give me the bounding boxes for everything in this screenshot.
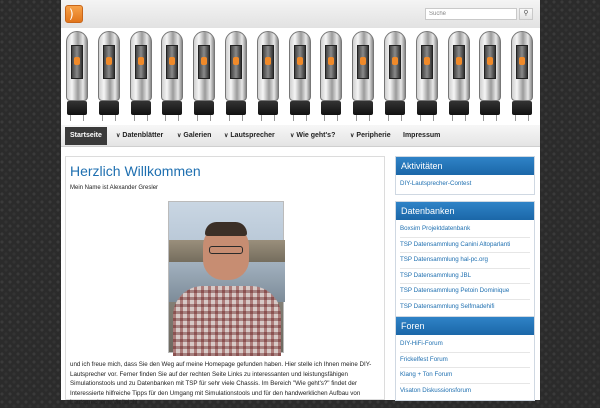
search-input[interactable] — [425, 8, 517, 20]
vacuum-tube-image — [255, 31, 281, 121]
search-button[interactable] — [519, 8, 533, 20]
nav-label: Impressum — [403, 132, 441, 139]
nav-item-lautsprecher[interactable] — [219, 127, 280, 145]
widget-aktivitaeten — [395, 156, 535, 195]
sidebar-link[interactable]: Klang + Ton Forum — [400, 368, 530, 384]
sidebar-link[interactable]: DIY-Lautsprecher-Contest — [400, 180, 472, 187]
sidebar-link[interactable]: DIY-HiFi-Forum — [400, 337, 530, 353]
chevron-down-icon: ∨ — [290, 133, 295, 139]
sidebar-link[interactable]: Frickelfest Forum — [400, 353, 530, 369]
sidebar-link[interactable]: Visaton Diskussionsforum — [400, 386, 472, 394]
vacuum-tube-image — [350, 31, 376, 121]
vacuum-tube-image — [64, 31, 90, 121]
nav-label: Wie geht's? — [296, 132, 336, 139]
vacuum-tube-image — [223, 31, 249, 121]
vacuum-tube-image — [382, 31, 408, 121]
vacuum-tube-image — [477, 31, 503, 121]
vacuum-tube-image — [446, 31, 472, 121]
nav-label: Lautsprecher — [230, 132, 275, 139]
nav-label: Startseite — [70, 132, 102, 139]
nav-item-startseite[interactable] — [65, 127, 107, 145]
nav-label: Datenblätter — [122, 132, 164, 139]
widget-datenbanken — [395, 201, 535, 317]
chevron-down-icon: ∨ — [224, 133, 229, 139]
vacuum-tube-image — [191, 31, 217, 121]
top-bar — [61, 0, 540, 28]
nav-item-galerien[interactable] — [172, 127, 216, 145]
sidebar-link[interactable]: TSP Datensammlung Petoin Dominique — [400, 284, 530, 300]
chevron-down-icon: ∨ — [177, 133, 182, 139]
vacuum-tube-image — [318, 31, 344, 121]
vacuum-tube-image — [509, 31, 535, 121]
sidebar-link[interactable]: TSP Datensammlung Canini Altoparlanti — [400, 238, 530, 254]
chevron-down-icon: ∨ — [116, 133, 121, 139]
widget-title: Foren — [396, 317, 534, 335]
nav-label: Galerien — [183, 132, 212, 139]
page-wrapper — [61, 0, 540, 407]
author-photo — [168, 201, 284, 353]
intro-text: Mein Name ist Alexander Gresler — [70, 185, 159, 191]
nav-label: Peripherie — [356, 132, 391, 139]
sidebar-link[interactable]: TSP Datensammlung JBL — [400, 269, 530, 285]
welcome-body-text: und ich freue mich, dass Sie den Weg auf meine Homepage gefunden haben. Hier stelle ich Ihnen meine DIY-Lautsprecher vor. Ferner finden Sie auf der rechten Seite Links zu interessanten und leistungsfähigen Simulationstools und zu Datenbanken mit TSP für sehr viele Chassis. Im Bereich "Wie geht's?" findet der Interessierte hilfreiche Tipps für den Umgang mit Simulationstools und für den handwerklichen Aufbau von Lautsprechern. Vielleicht — [70, 361, 372, 407]
header-banner-tubes — [61, 28, 540, 125]
magnifier-icon: ⚲ — [523, 10, 529, 17]
rss-feed-icon[interactable]: ) — [65, 5, 83, 23]
nav-item-peripherie[interactable] — [345, 127, 396, 145]
vacuum-tube-image — [287, 31, 313, 121]
widget-foren — [395, 316, 535, 401]
nav-item-impressum[interactable] — [398, 127, 445, 145]
sidebar-link[interactable]: Boxsim Projektdatenbank — [400, 222, 530, 238]
page-title: Herzlich Willkommen — [70, 163, 201, 179]
main-content — [65, 156, 385, 407]
vacuum-tube-image — [96, 31, 122, 121]
nav-item-datenblaetter[interactable] — [111, 127, 168, 145]
vacuum-tube-image — [159, 31, 185, 121]
nav-item-wie-gehts[interactable] — [285, 127, 340, 145]
sidebar-link[interactable]: TSP Datensammlung hal-pc.org — [400, 253, 530, 269]
main-navigation — [61, 125, 540, 147]
widget-title: Datenbanken — [396, 202, 534, 220]
chevron-down-icon: ∨ — [350, 133, 355, 139]
sidebar-link[interactable]: TSP Datensammlung Selfmadehifi — [400, 302, 495, 310]
vacuum-tube-image — [414, 31, 440, 121]
vacuum-tube-image — [128, 31, 154, 121]
widget-title: Aktivitäten — [396, 157, 534, 175]
